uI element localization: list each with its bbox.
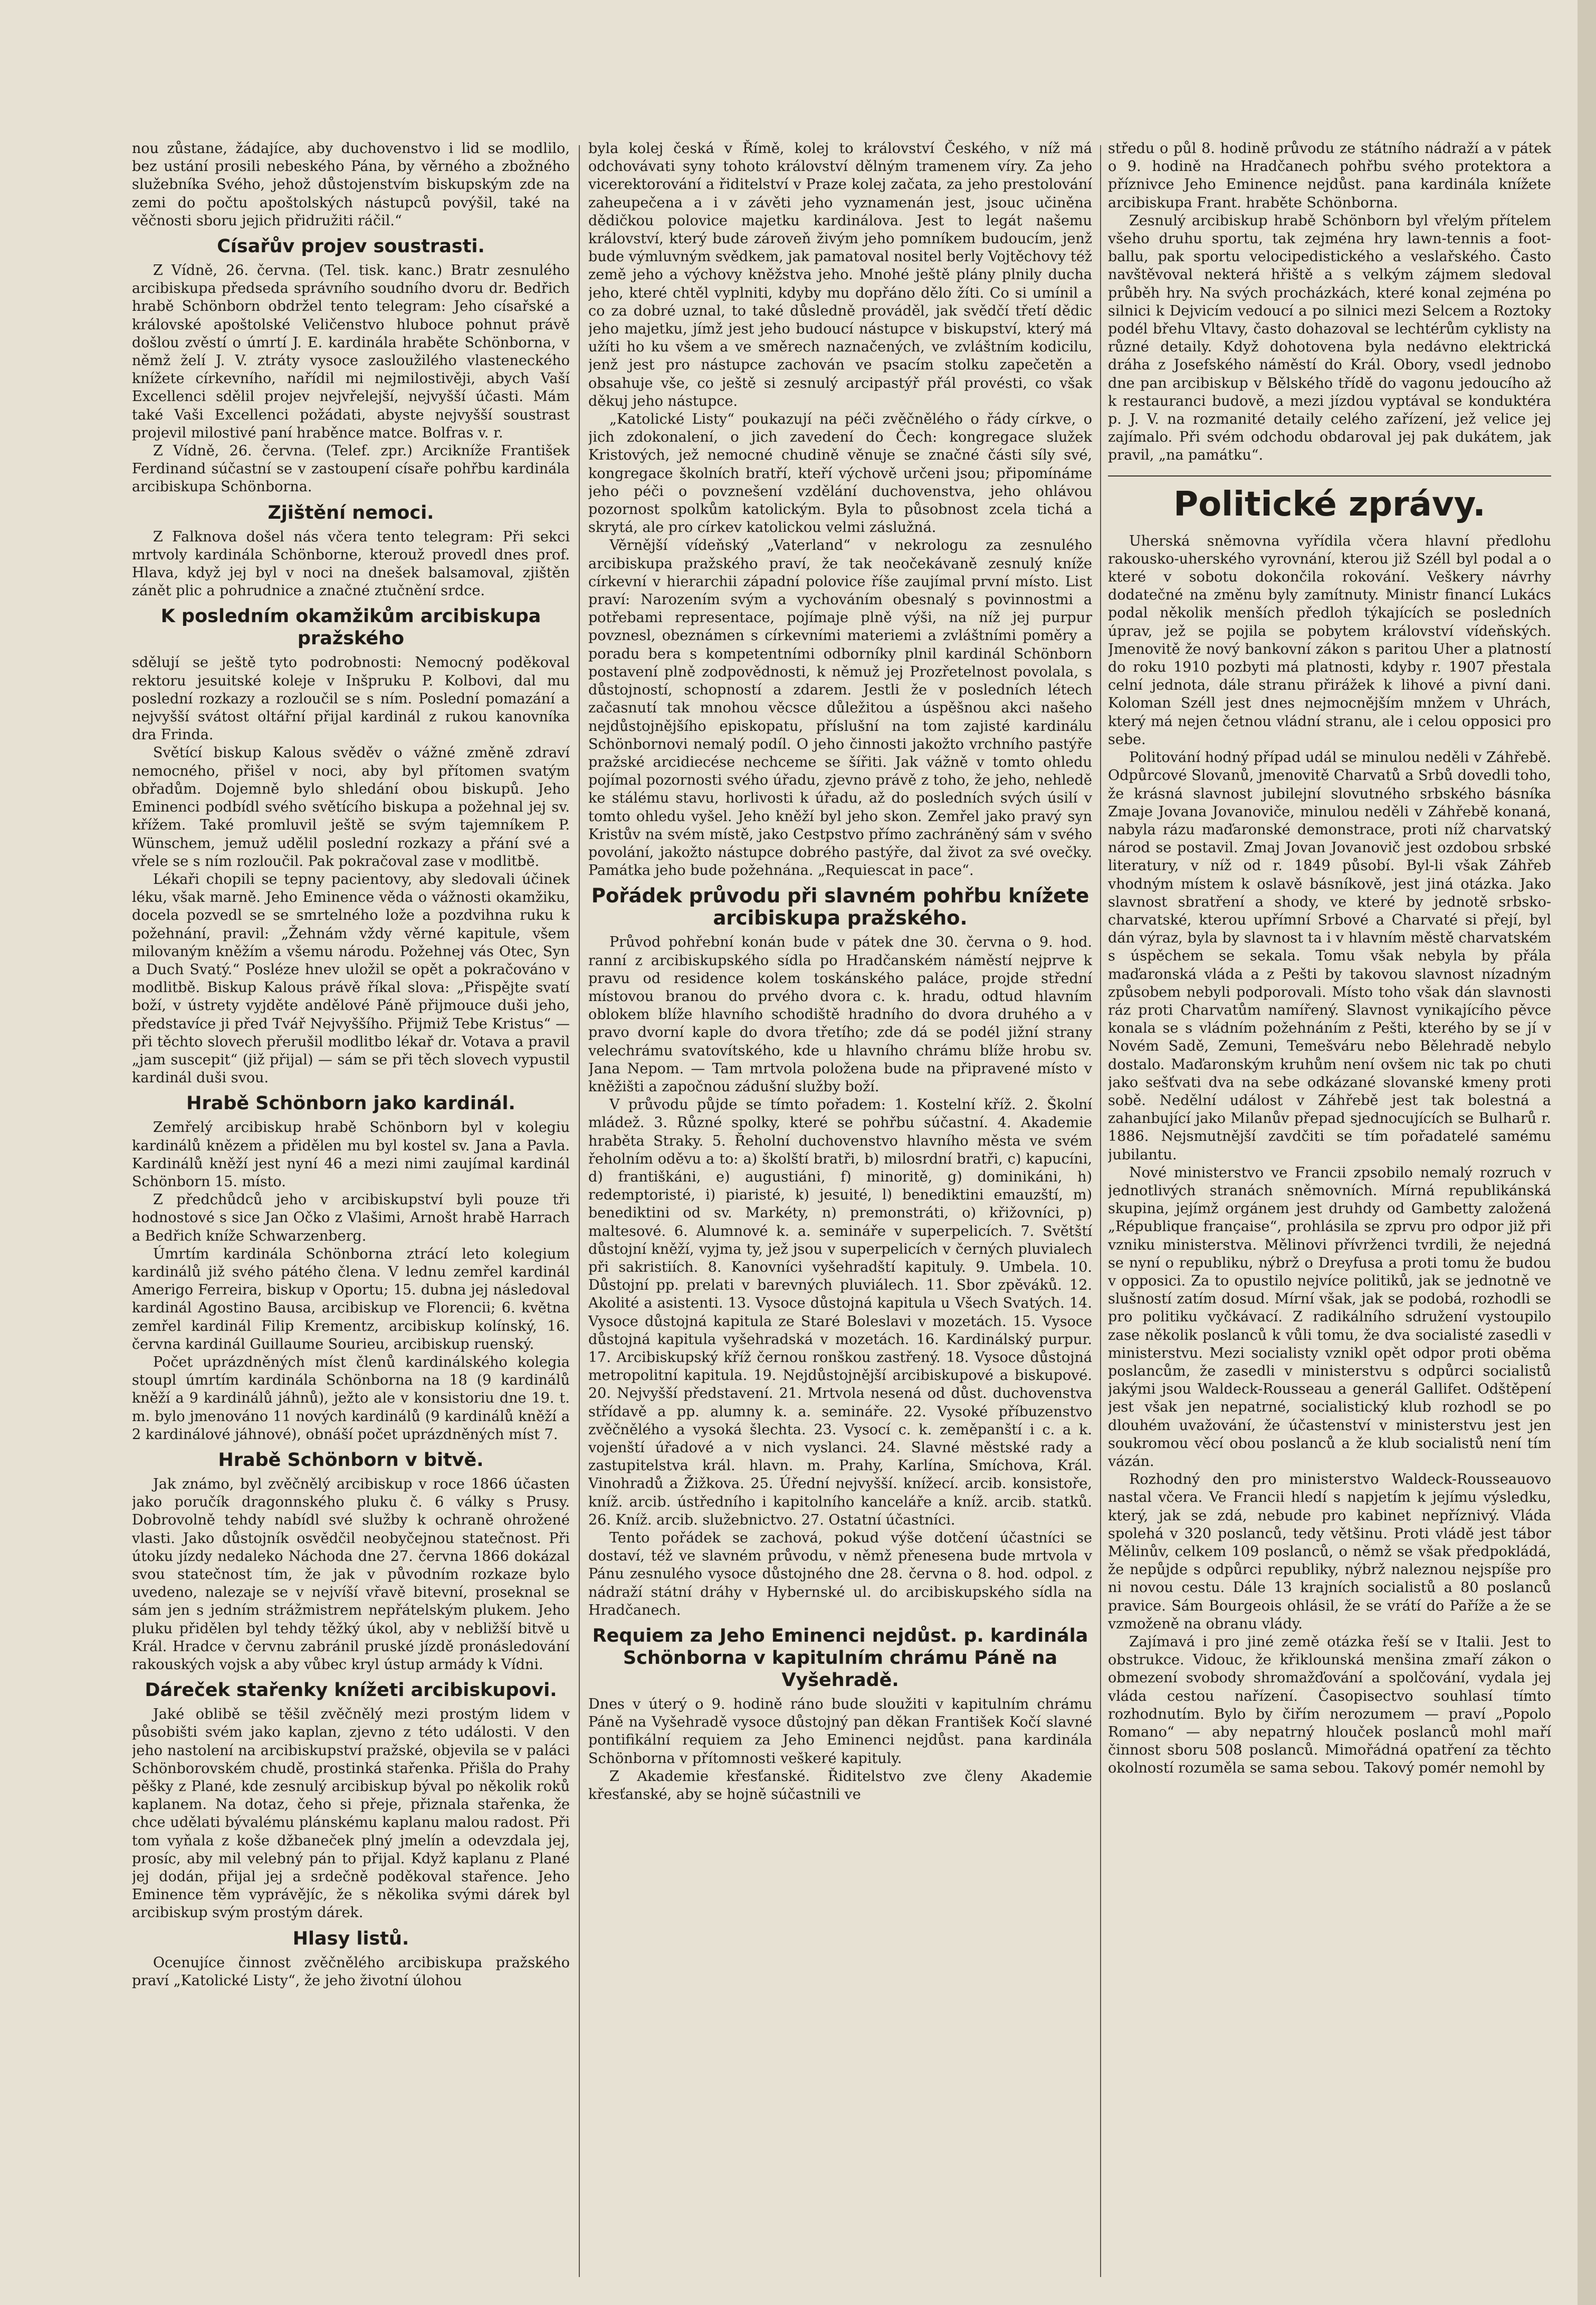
article-paragraph: Zajímavá i pro jiné země otázka řeší se v Italii. Jest to obstrukce. Vidouc, že křiklounská menšina zmaří zákon o obmezení svobody shromažďování a spolčování, vydala jej vláda cestou nařízení. Časopisectvo souhlasí tímto rozhodnutím. Bylo by čiřím nerozumem — praví „Popolo Romano“ — aby nepatrný hlouček poslanců mohl maří činnost sboru 508 poslanců. Mimořádná opatření za těchto okolností rozuměla se sama sebou. Takový pomér nemohl by <box>1108 1634 1551 1777</box>
article-paragraph: byla kolej česká v Římě, kolej to království Českého, v níž má odchovávati syny tohoto království dělným tramenem víry. Za jeho vicerektorování a řiditelství v Praze kolej začata, za jeho prestolování zaheupečena a i v závěti jeho vyznamenán jest, jsouc učiněna dědičkou polovice majetku kardinálova. Jest to legát našemu království, který bude zároveň živým jeho pomníkem budoucím, jenž bude výmluvným svědkem, jak pamatoval nositel berly Vojtěchovy též země jeho a výchovy kněžstva jeho. Mnohé ještě plány plnily ducha jeho, které chtěl vyplniti, kdyby mu dopřáno dělo žíti. Co si umínil a co za dobré uznal, to také důsledně prováděl, jak svědčí třetí dědic jeho majetku, jímž jest jeho budoucí nástupce v biskupství, který má užíti ho ku všem a ve směrech naznačených, ve zvláštním kodicilu, jenž jest pro nástupce zachován ve psacím stolku zapečetěn a obsahuje vše, co ještě si zesnulý arcipastýř přál provésti, co však děkuj jeho nástupce. <box>588 140 1092 409</box>
article-heading: Pořádek průvodu při slavném pohřbu knížete arcibiskupa pražského. <box>591 884 1090 930</box>
article-heading: Requiem za Jeho Eminenci nejdůst. p. kardinála Schönborna v kapitulním chrámu Páně na Vyšehradě. <box>592 1625 1088 1691</box>
article-paragraph: Z Falknova došel nás včera tento telegram: Při sekci mrtvoly kardinála Schönborne, kterouž provedl dnes prof. Hlava, když jej byl v noci na dnešek balsamoval, zjištěn zánět plic a pohrudnice a značné ztučnění srdce. <box>132 528 570 599</box>
article-paragraph: Tento pořádek se zachová, pokud výše dotčení účastníci se dostaví, též ve slavném průvodu, v němž přenesena bude mrtvola v Pánu zesnulého vysoce důstojného dne 28. června o 8. hod. odpol. z nádraží státní dráhy v Hybernské ul. do arcibiskupského sídla na Hradčanech. <box>588 1530 1092 1618</box>
article-paragraph: Úmrtím kardinála Schönborna ztrácí leto kolegium kardinálů již svého pátého člena. V lednu zemřel kardinál Amerigo Ferreira, biskup v Oportu; 15. dubna jej následoval kardinál Agostino Bausa, arcibiskup ve Florencii; 6. května zemřel kardinál Filip Krementz, arcibiskup kolínský, 16. června kardinál Guillaume Sourieu, arcibiskup ruenský. <box>132 1245 570 1352</box>
article-heading: Zjištění nemoci. <box>267 502 434 523</box>
section-heading: Politické zprávy. <box>1108 475 1551 525</box>
article-paragraph: Dnes v úterý o 9. hodině ráno bude sloužiti v kapitulním chrámu Páně na Vyšehradě vysoce důstojný pan děkan František Kočí slavné pontifikální requiem za Jeho Eminenci nejdůst. pana kardinála Schönborna v přítomnosti veškeré kapituly. <box>588 1696 1092 1767</box>
article-heading: Císařův projev soustrasti. <box>217 236 485 258</box>
article-paragraph: Zesnulý arcibiskup hrabě Schönborn byl vřelým přítelem všeho druhu sportu, tak zejména hry lawn-tennis a foot-ballu, pak sportu velocipedistického a veslařského. Často navštěvoval nekterá hřiště a s velkým zájmem sledoval průběh hry. Na svých procházkách, které konal zejména po silnici k Dejvicím vedoucí a po silnici mezi Selcem a Roztoky podél břehu Vltavy, často dohazoval se lechtérům cyklisty na různé detaily. Když dohotovena byla nedávno elektrická dráha z Josefského náměstí do Král. Obory, vsedl jednobo dne pan arcibiskup v Bělského třídě do vagonu jedoucího až k restauranci budově, a mezi jízdou vyptával se konduktéra p. J. V. na rozmanité detaily celého zařízení, jež velice jej zajímalo. Při svém odchodu obdaroval jej pak dukátem, jak pravil, „na památku“. <box>1108 212 1551 464</box>
article-paragraph: Počet uprázdněných míst členů kardinálského kolegia stoupl úmrtím kardinála Schönborna na 18 (9 kardinálů kněží a 9 kardinálů jáhnů), ježto ale v konsistoriu dne 19. t. m. bylo jmenováno 11 nových kardinálů (9 kardinálů kněží a 2 kardinálové jáhnové), obnáší počet uprázdněných míst 7. <box>132 1354 570 1443</box>
article-paragraph: Jak známo, byl zvěčnělý arcibiskup v roce 1866 účasten jako poručík dragonnského pluku č. 6 války s Prusy. Dobrovolně tehdy nabídl své služby k ochraně ohrožené vlasti. Jako důstojník osvědčil neobyčejnou statečnost. Při útoku jízdy nedaleko Náchoda dne 27. června 1866 dokázal svou statečnost tím, že jak v původním rozkaze bylo uvedeno, nalezaje se v nejvíší vřavě bitevní, proseknal se sám jen s jedním strážmistrem nepřátelským plukem. Jeho pluku přidělen byl tehdy těžký úkol, aby v nebližší bitvě u Král. Hradce v červnu zabránil pruské jízdě pronásledování rakouských vojsk a aby vůbec kryl ústup armády k Vídni. <box>132 1476 570 1673</box>
article-paragraph: nou zůstane, žádajíce, aby duchovenstvo i lid se modlilo, bez ustání prosili nebeského Pána, by věrného a zbožného služebníka Svého, jehož důstojenstvím biskupským zde na zemi do počtu apoštolských nástupců povýšil, také na věčnosti sboru jejich přidružiti ráčil.“ <box>132 140 570 229</box>
article-heading: Hrabě Schönborn jako kardinál. <box>186 1093 515 1115</box>
article-paragraph: V průvodu půjde se tímto pořadem: 1. Kostelní kříž. 2. Školní mládež. 3. Různé spolky, které se pohřbu súčastní. 4. Akademie hraběta Straky. 5. Řeholní duchovenstvo hlavního města ve svém řeholním oděvu a to: a) školští bratři, b) milosrdní bratři, c) kapucíni, d) františkáni, e) augustiáni, f) minoritě, g) dominikáni, h) redemptoristé, i) piaristé, k) jesuité, l) benediktini emauzští, m) benediktini od sv. Markéty, n) premonstráti, o) křižovníci, p) maltesové. 6. Alumnové k. a. semináře v superpelicích. 7. Světští důstojní kněží, vyjma ty, jež jsou v superpelicích v černých pluvialech při sakristiích. 8. Kanovníci vyšehradští kapituly. 9. Umbela. 10. Důstojní pp. prelati v barevných pluviálech. 11. Sbor zpěváků. 12. Akolité a asistenti. 13. Vysoce důstojná kapitula u Všech Svatých. 14. Vysoce důstojná kapitula ze Staré Boleslavi v mozetách. 15. Vysoce důstojná kapitula vyšehradská v mozetách. 16. Kardinálský purpur. 17. Arcibiskupský kříž černou ronškou zastřený. 18. Vysoce důstojná metropolitní kapitula. 19. Nejdůstojnější arcibiskupové a biskupové. 20. Nejvyšší představení. 21. Mrtvola nesená od důst. duchovenstva střídavě a pp. alumny k. a. semináře. 22. Vysoké příbuzenstvo zvěčnělého a vysoká šlechta. 23. Vysocí c. k. zeměpanští i c. a k. vojenští úřadové a v nich vyslanci. 24. Slavné městské rady a zastupitelstva král. hlavn. m. Prahy, Karlína, Smíchova, Král. Vinohradů a Žižkova. 25. Úřední nejvyšší. knížecí. arcib. konsistoře, kníž. arcib. ústředního i kapitolního kanceláře a kníž. arcib. statků. 26. Kníž. arcib. služebnictvo. 27. Ostatní účastníci. <box>588 1097 1092 1528</box>
article-paragraph: Z Akademie křesťanské. Řiditelstvo zve členy Akademie křesťanské, aby se hojně súčastnili ve <box>588 1768 1092 1803</box>
article-heading: K posledním okamžikům arcibiskupa pražského <box>160 606 541 650</box>
article-paragraph: Průvod pohřební konán bude v pátek dne 30. června o 9. hod. ranní z arcibiskupského sídla po Hradčanském náměstí nejprve k pravu od residence kolem toskánského paláce, projde střední místovou branou do prvého dvora c. k. hradu, odtud hlavním oblokem blíže hlavního schodiště hradního do dvora druhého a v pravo dvorní kaple do dvora třetího; zde dá se podél jižní strany velechrámu svatovítského, kde u hlavního chrámu blíže hrobu sv. Jana Nepom. — Tam mrtvola položena bude na připravené místo v kněžišti a započnou zádušní služby boží. <box>588 934 1092 1095</box>
article-paragraph: středu o půl 8. hodině průvodu ze státního nádraží a v pátek o 9. hodině na Hradčanech pohřbu svého protektora a příznivce Jeho Eminence nejdůst. pana kardinála knížete arcibiskupa Frant. hraběte Schönborna. <box>1108 140 1551 211</box>
article-paragraph: Z Vídně, 26. června. (Telef. zpr.) Arcikníže František Ferdinand súčastní se v zastoupení císaře pohřbu kardinála arcibiskupa Schönborna. <box>132 443 570 496</box>
article-heading: Hrabě Schönborn v bitvě. <box>218 1450 484 1471</box>
column-3 <box>1108 140 1551 2282</box>
article-paragraph: Z Vídně, 26. června. (Tel. tisk. kanc.) Bratr zesnulého arcibiskupa předseda správního soudního dvoru dr. Bedřich hrabě Schönborn obdržel tento telegram: Jeho císařské a královské apoštolské Veličenstvo hluboce pohnut právě došlou zvěstí o úmrtí J. E. kardinála hraběte Schönborna, v němž želí J. V. ztráty vysoce zasloužilého vlasteneckého knížete církevního, nařídil mi nejmilostivěji, abych Vaší Excellenci sdělil projev nejvřelejší, nejvyšší účasti. Mám také Vaši Excellenci požádati, abyste nejvyšší soustrast projevil milostivé paní hraběnce matce. Bolfras v. r. <box>132 262 570 441</box>
article-paragraph: sdělují se ještě tyto podrobnosti: Nemocný poděkoval rektoru jesuitské koleje v Inšpruku P. Kolbovi, dal mu poslední rozkazy a rozloučil se s ním. Poslední pomazání a nejvyšší svátost oltářní přijal kardinál z rukou kanovníka dra Frinda. <box>132 654 570 744</box>
column-divider <box>1100 145 1101 2277</box>
article-paragraph: Jaké oblibě se těšil zvěčnělý mezi prostým lidem v působišti svém jako kaplan, zjevno z této události. V den jeho nastolení na arcibiskupství pražské, objevila se v paláci Schönborovském chudě, prostinká stařenka. Přišla do Prahy pěšky z Plané, kde zesnulý arcibiskup býval po několik roků kaplanem. Na dotaz, čeho si přeje, přiznala stařenka, že chce udělati bývalému plánskému kaplanu malou radost. Při tom vyňala z koše džbaneček plný jmelín a odevzdala jej, prosíc, aby mil velebný pán to přijal. Když kaplanu z Plané jej dodán, přijal jej a srdečně poděkoval stařence. Jeho Eminence těm vyprávějíc, že s několika svými dárek byl arcibiskup svým prostým dárek. <box>132 1706 570 1921</box>
article-paragraph: Lékaři chopili se tepny pacientovy, aby sledovali účinek léku, však marně. Jeho Eminence věda o vážnosti okamžiku, docela pozvedl se se smrtelného lože a pozdvihna ruku k požehnání, pravil: „Žehnám vždy věrné kapitule, všem milovaným kněžím a všemu národu. Požehnej vás Otec, Syn a Duch Svatý.“ Posléze hnev uložil se opět a pokračováno v modlitbě. Biskup Kalous právě říkal slova: „Přispějte svatí boží, v ústrety vyjděte andělové Páně přijmouce duši jeho, představíce ji před Tvář Nejvyššího. Přijmiž Tebe Kristus“ — při těchto slovech přerušil modlitbo lékař dr. Votava a pravil „jam suscepit“ (již přijal) — sám se při těch slovech vypustil kardinál duši svou. <box>132 871 570 1087</box>
page-edge <box>1578 0 1596 2305</box>
article-paragraph: „Katolické Listy“ poukazují na péči zvěčnělého o řády církve, o jich zdokonalení, o jich zavedení do Čech: kongregace služek Kristových, jež nemocné chudině věnuje se značné části síly své, kongregace školních bratří, kteří výchově určeni jsou; připomínáme jeho péči o povznešení vzdělání duchovenstva, jeho ohlávou pozornost spolkům katolickým. Byla to působnost zcela tichá a skrytá, ale pro církev katolickou velmi záslužná. <box>588 411 1092 536</box>
article-paragraph: Rozhodný den pro ministerstvo Waldeck-Rousseauovo nastal včera. Ve Francii hledí s napjetím k jejímu výsledku, který, jak se zdá, nebude pro kabinet nepříznivý. Vláda spolehá v 320 poslanců, tedy většinu. Proti vládě jest tábor Mělinův, celkem 109 poslanců, o němž se však předpokládá, že nepůjde s odpůrci republiky, nýbrž naleznou nejspíše pro ni novou cestu. Dále 13 krajních socialistů a 80 poslanců pravice. Sám Bourgeois ohlásil, že se vrátí do Paříže a že se vzmoženě na obranu vlády. <box>1108 1471 1551 1632</box>
article-paragraph: Zemřelý arcibiskup hrabě Schönborn byl v kolegiu kardinálů knězem a přidělen mu byl kostel sv. Jana a Pavla. Kardinálů kněží jest nyní 46 a mezi nimi zaujímal kardinál Schönborn 15. místo. <box>132 1119 570 1190</box>
article-paragraph: Nové ministerstvo ve Francii zpsobilo nemalý rozruch v jednotlivých stranách sněmovních. Mírná republikánská skupina, jejímž orgánem jest druhdy od Gambetty založená „République française“, prohlásila se zprvu pro odpor již při vzniku ministerstva. Mělinovi přívrženci tvrdili, že nejedná se nyní o republiku, nýbrž o Dreyfusa a proti tomu že budou v opposici. Za to opustilo nejvíce politiků, jak se jednotně ve slušností zatím dosud. Mírní však, jak se podobá, rozhodli se pro politiku vyčkávací. Z radikálního sdružení vystoupilo zase několik poslanců k vůli tomu, že dva socialisté zasedli v ministerstvu. Mezi socialisty vznikl opět odpor proti oběma poslancům, že zasedli v ministerstvu s odpůrci socialistů jakými jsou Waldeck-Rousseau a generál Gallifet. Odštěpení jest však jen nepatrné, socialistický klub rozhodl se po dlouhém uvažování, že účastenství v ministerstvu jest jen soukromou věcí obou poslanců a že klub socialistů není tím vázán. <box>1108 1164 1551 1470</box>
article-paragraph: Věrnější vídeňský „Vaterland“ v nekrologu za zesnulého arcibiskupa pražského praví, že tak neočekávaně zesnulý kníže církevní v hierarchii západní polovice říše zaujímal první místo. List praví: Narozením svým a vychováním obesnalý s povinnostmi a potřebami representace, pojímaje plně výši, na níž jej purpur povznesl, obeznámen s církevními materiemi a zvláštními poměry a poradu bera s kompetentními odborníky plnil kardinál Schönborn postavení plně zodpovědnosti, k němuž jej Prozřetelnost povolala, s důstojností, schopností a zdarem. Jestli že v posledních létech začasnutí tak mnohou věcsce důležitou a úspěšnou akci našeho nejdůstojnějšího episkopatu, příslušní na tom zajisté kardinálu Schönbornovi nemalý podíl. O jeho činnosti jakožto vrchního pastýře pražské arcidiecése nechceme se šířiti. Jak vážně v tomto ohledu pojímal pozornosti svého úřadu, zjevno právě z toho, že jeho, nehledě ke stálému stavu, horlivosti k úřadu, až do posledních svých úsilí v tomto ohledu vyšel. Jeho kněží byl jeho skon. Zemřel jako pravý syn Kristův na svém místě, jako Cestpstvo přímo zachráněný sám v svého povolání, jakožto nástupce dobrého pastýře, dal život za své ovečky. Památka jeho bude požehnána. „Requiescat in pace“. <box>588 537 1092 879</box>
article-paragraph: Z předchůdců jeho v arcibiskupství byli pouze tři hodnostové s sice Jan Očko z Vlašimi, Arnošt hrabě Harrach a Bedřich kníže Schwarzenberg. <box>132 1192 570 1244</box>
article-heading: Hlasy listů. <box>292 1928 409 1949</box>
column-2 <box>588 140 1092 2282</box>
article-heading: Dáreček stařenky knížeti arcibiskupovi. <box>145 1680 557 1701</box>
article-paragraph: Světící biskup Kalous svěděv o vážné změně zdraví nemocného, přišel v noci, aby byl přítomen svatým obřadům. Dojemně bylo shledání obou biskupů. Jeho Eminenci podbídl svého světícího biskupa a požehnal jej sv. křížem. Také promluvil ještě se svým tajemníkem P. Wünschem, jemuž udělil poslední rozkazy a přání své a vřele se s ním rozloučil. Pak pokračoval zase v modlitbě. <box>132 745 570 870</box>
article-paragraph: Ocenujíce činnost zvěčnělého arcibiskupa pražského praví „Katolické Listy“, že jeho životní úlohou <box>132 1954 570 1989</box>
column-1 <box>132 140 570 2282</box>
article-paragraph: Uherská sněmovna vyřídila včera hlavní předlohu rakousko-uherského vyrovnání, kterou již Széll byl podal a o které v sobotu dokončila rokování. Veškery návrhy dodatečné na změnu byly zamítnuty. Ministr financí Lukács podal několik menších předloh týkajících se posledních úprav, jež se pojila se pobytem království vídeňských. Jmenovitě že nový bankovní zákon s paritou Uher a platností do roku 1910 pozbyti má platnosti, kdyby r. 1907 přestala celní jednota, dále stranu přirážek k lihové a pivní dani. Koloman Széll jest dnes nejmocnějším mnžem v Uhrách, který má nejen četnou vládní stranu, ale i celou opposici pro sebe. <box>1108 532 1551 748</box>
article-paragraph: Politování hodný případ udál se minulou neděli v Záhřebě. Odpůrcové Slovanů, jmenovitě Charvatů a Srbů dovedli toho, že krásná slavnost jubilejní slovutného srbského básníka Zmaje Jovana Jovanoviče, minulou neděli v Záhřebě konaná, nabyla rázu maďaronské demonstrace, proti níž charvatský národ se postavil. Zmaj Jovan Jovanovič jest ozdobou srbské literatury, v níž od r. 1849 působí. Byl-li však Záhřeb vhodným místem k oslavě básníkově, jest jiná otázka. Jako slavnost sbratření a shody, ve které by jednotě srbsko-charvatské, kterou upřímní Srbové a Charvaté si přejí, byl dán výraz, byla by slavnost ta i v hlavním městě charvatském s úspěchem se sekala. Tomu však nebyla by přála maďaronská vláda a z Pešti by takovou slavnost nízadným způsobem nebyli podporovali. Místo toho však dán slavnosti ráz proti Charvatům namířený. Slavnost vynikajícího pěvce konala se s vládním požehnáním z Pešti, kterého by se jí v Novém Sadě, Zemuni, Temešváru nebo Bělehradě nebylo dostalo. Maďaronským kruhům není ovšem nic tak po chuti jako sešťvati dva na sebe odkázané slovanské kmeny proti sobě. Nedělní událost v Záhřebě jest tak bolestná a zahanbující jako Milanův přepad sjednocujících se Bulharů r. 1886. Nejsmutnější zavdčiti se tím pořadatelé samému jubilantu. <box>1108 749 1551 1163</box>
column-divider <box>579 145 580 2277</box>
